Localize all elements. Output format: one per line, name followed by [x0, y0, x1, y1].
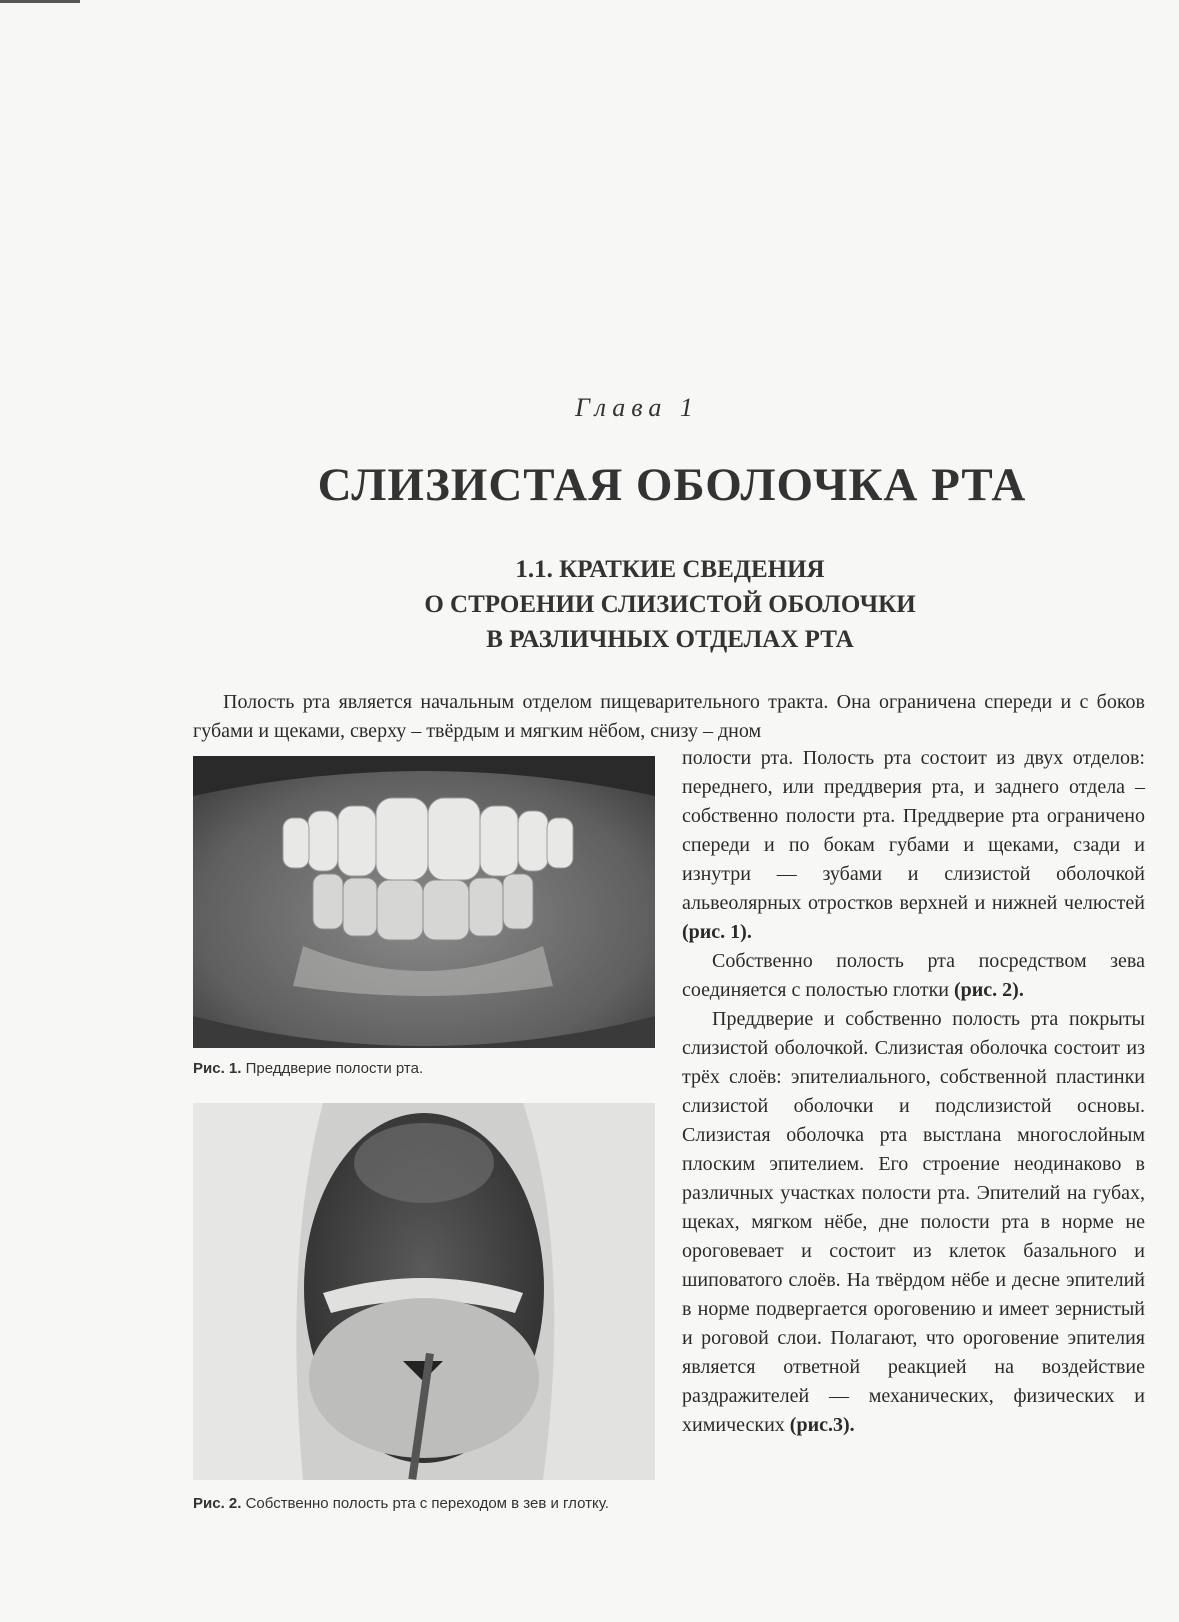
top-rule	[0, 0, 80, 3]
section-heading-line3: В РАЗЛИЧНЫХ ОТДЕЛАХ РТА	[486, 626, 854, 653]
body-paragraph-1-text: полости рта. Полость рта состоит из двух отделов: переднего, или преддверия рта, и заднего отдела – собственно полости рта. Преддверие рта ограничено спереди и по бокам губами и щеками, сзади и изнутри — зубами и слизистой оболочкой альвеолярных отростков верхней и нижней челюстей	[682, 747, 1145, 914]
body-paragraph-2-text: Собственно полость рта посредством зева соединяется с полостью глотки	[682, 950, 1145, 1001]
body-text-column	[682, 744, 1145, 1440]
figure-2-reference: (рис. 2).	[954, 979, 1024, 1001]
figure-2-caption-text: Собственно полость рта с переходом в зев и глотку.	[245, 1495, 609, 1512]
chapter-label: Глава 1	[575, 393, 699, 422]
intro-text: Полость рта является начальным отделом пищеварительного тракта. Она ограничена спереди и с боков губами и щеками, сверху – твёрдым и мягким нёбом, снизу – дном	[193, 691, 1145, 742]
figure-2-caption	[193, 1495, 609, 1512]
figure-2-label: Рис. 2.	[193, 1495, 242, 1512]
body-paragraph-2	[682, 947, 1145, 1005]
figure-2-photo	[193, 1103, 655, 1480]
body-paragraph-1	[682, 744, 1145, 947]
figure-1-photo	[193, 756, 655, 1048]
figure-1-label: Рис. 1.	[193, 1060, 242, 1077]
section-heading-line2: О СТРОЕНИИ СЛИЗИСТОЙ ОБОЛОЧКИ	[424, 591, 916, 618]
figure-1-caption-text: Преддверие полости рта.	[245, 1060, 424, 1077]
figure-1-caption	[193, 1060, 423, 1077]
section-heading-line1: 1.1. КРАТКИЕ СВЕДЕНИЯ	[515, 556, 825, 583]
figure-1-reference: (рис. 1).	[682, 921, 752, 943]
body-paragraph-3-text: Преддверие и собственно полость рта покрыты слизистой оболочкой. Слизистая оболочка состоит из трёх слоёв: эпителиального, собственной пластинки слизистой оболочки и подслизистой основы. Слизистая оболочка рта выстлана многослойным плоским эпителием. Его строение неодинаково в различных участках полости рта. Эпителий на губах, щеках, мягком нёбе, дне полости рта в норме не ороговевает и состоит из клеток базального и шиповатого слоёв. На твёрдом нёбе и десне эпителий в норме подвергается ороговению и имеет зернистый и роговой слои. Полагают, что ороговение эпителия является ответной реакцией на воздействие раздражителей — механических, физических и химических	[682, 1008, 1145, 1436]
figure-3-reference: (рис.3).	[789, 1414, 855, 1436]
chapter-title: СЛИЗИСТАЯ ОБОЛОЧКА РТА	[317, 459, 1027, 511]
section-heading	[395, 552, 945, 657]
body-paragraph-3	[682, 1005, 1145, 1440]
intro-paragraph	[193, 688, 1145, 746]
